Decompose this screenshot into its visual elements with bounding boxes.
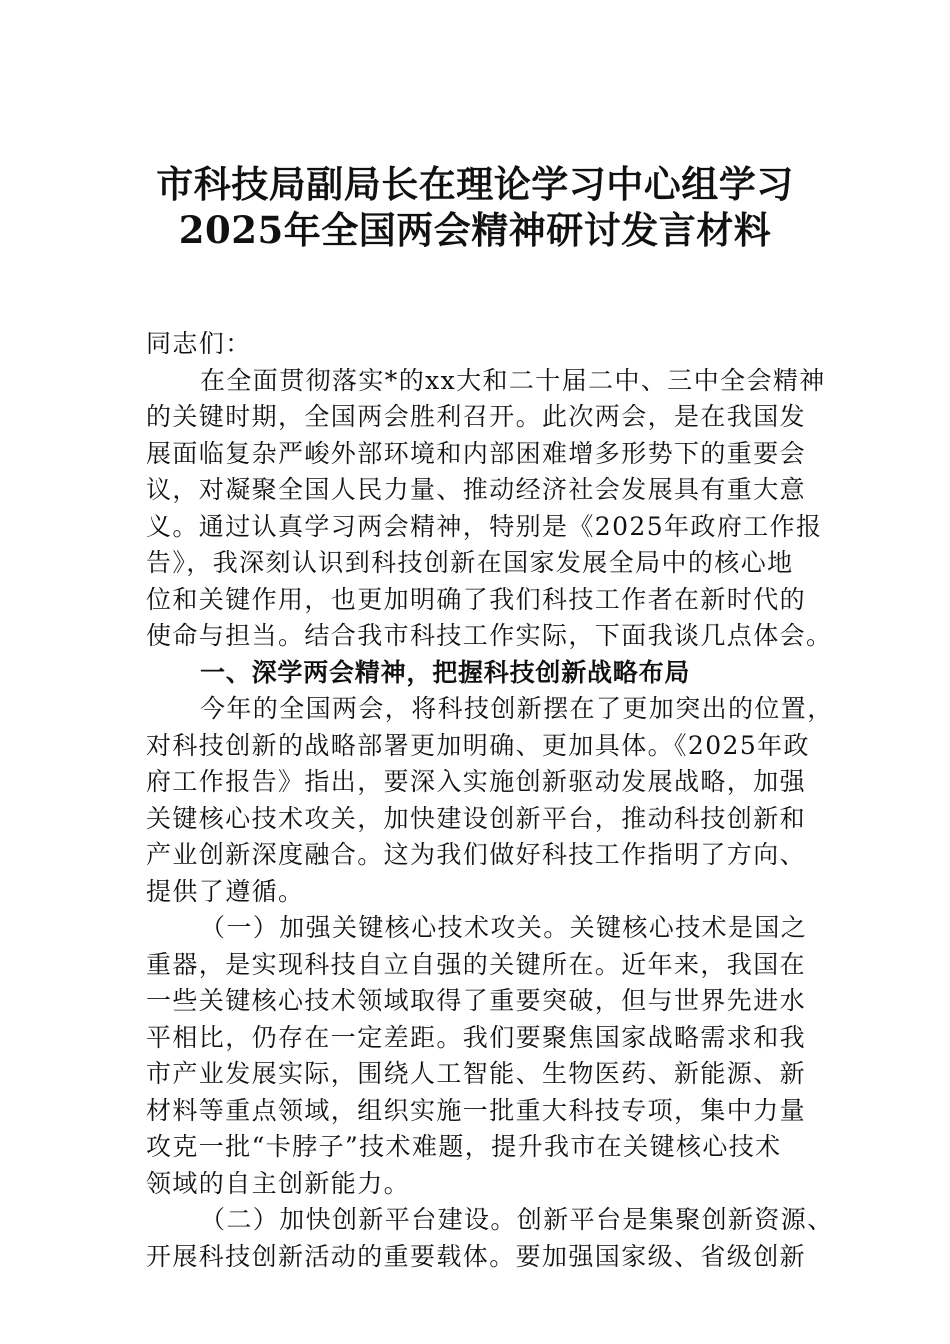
paragraph-line: 关键核心技术攻关，加快建设创新平台，推动科技创新和: [146, 803, 807, 833]
paragraph-line: 材料等重点领域，组织实施一批重大科技专项，集中力量: [146, 1095, 807, 1125]
paragraph-line: 议，对凝聚全国人民力量、推动经济社会发展具有重大意: [146, 475, 807, 504]
paragraph-line: 使命与担当。结合我市科技工作实际，下面我谈几点体会。: [146, 621, 833, 650]
paragraph-line: 今年的全国两会，将科技创新摆在了更加突出的位置，: [200, 694, 834, 723]
paragraph-line: 开展科技创新活动的重要载体。要加强国家级、省级创新: [146, 1241, 807, 1271]
paragraph-line: （一）加强关键核心技术攻关。关键核心技术是国之: [200, 913, 808, 942]
paragraph-line: （二）加快创新平台建设。创新平台是集聚创新资源、: [200, 1205, 834, 1234]
paragraph-line: 义。通过认真学习两会精神，特别是《2025年政府工作报: [146, 511, 823, 541]
section-heading: 一、深学两会精神，把握科技创新战略布局: [200, 657, 691, 687]
document-title-line-1: 市科技局副局长在理论学习中心组学习: [156, 162, 794, 206]
paragraph-line: 领域的自主创新能力。: [146, 1168, 411, 1198]
document-title-line-2: 2025年全国两会精神研讨发言材料: [178, 208, 772, 252]
paragraph-line: 告》，我深刻认识到科技创新在国家发展全局中的核心地: [146, 548, 794, 577]
paragraph-line: 攻克一批“卡脖子”技术难题，提升我市在关键核心技术: [146, 1132, 782, 1161]
paragraph-line: 对科技创新的战略部署更加明确、更加具体。《2025年政: [146, 730, 810, 760]
paragraph-line: 在全面贯彻落实*的xx大和二十届二中、三中全会精神: [200, 365, 826, 395]
paragraph-line: 市产业发展实际，围绕人工智能、生物医药、新能源、新: [146, 1059, 807, 1088]
paragraph-line: 府工作报告》指出，要深入实施创新驱动发展战略，加强: [146, 767, 807, 796]
paragraph-line: 一些关键核心技术领域取得了重要突破，但与世界先进水: [146, 986, 807, 1015]
paragraph-line: 提供了遵循。: [146, 876, 305, 906]
paragraph-line: 的关键时期，全国两会胜利召开。此次两会，是在我国发: [146, 402, 807, 431]
paragraph-line: 平相比，仍存在一定差距。我们要聚焦国家战略需求和我: [146, 1022, 807, 1052]
document-body: [146, 326, 834, 1275]
paragraph-line: 产业创新深度融合。这为我们做好科技工作指明了方向、: [146, 840, 807, 869]
paragraph-line: 位和关键作用，也更加明确了我们科技工作者在新时代的: [146, 584, 807, 614]
salutation: 同志们：: [146, 329, 252, 358]
paragraph-line: 重器，是实现科技自立自强的关键所在。近年来，我国在: [146, 949, 807, 979]
paragraph-line: 展面临复杂严峻外部环境和内部困难增多形势下的重要会: [146, 438, 807, 468]
